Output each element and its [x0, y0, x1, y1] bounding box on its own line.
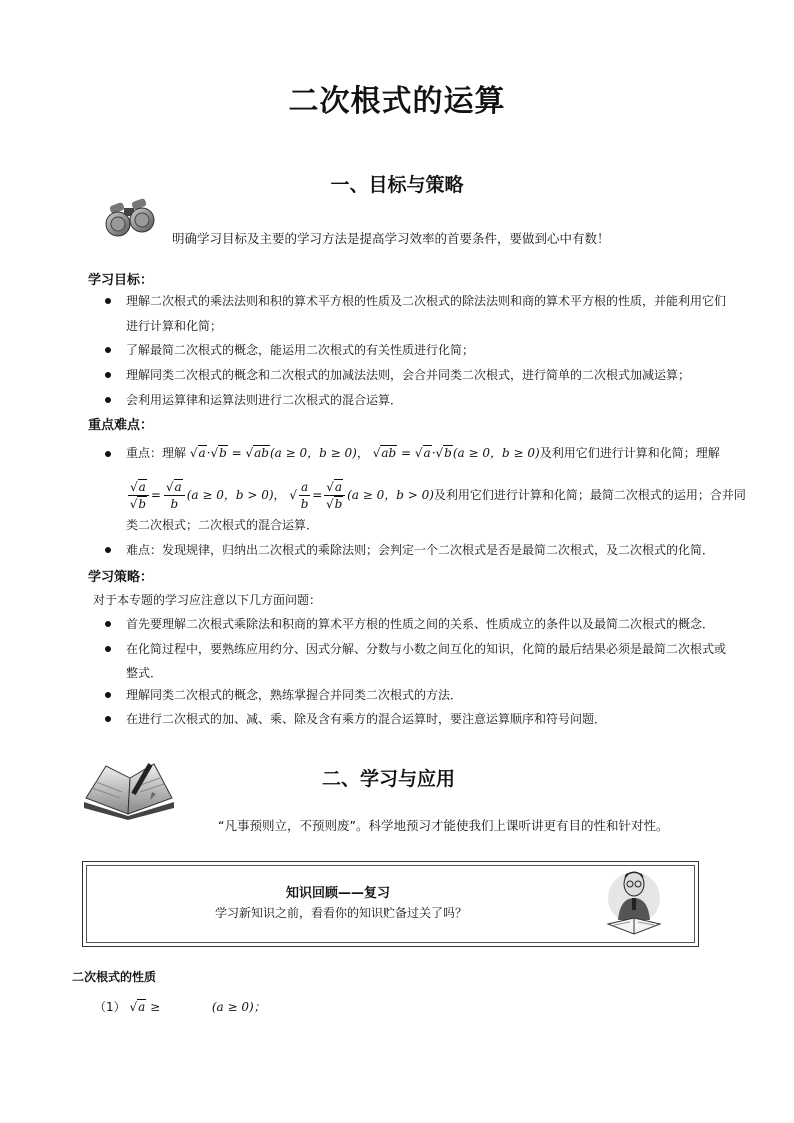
bullet-dot — [105, 547, 111, 553]
difficulty-point: 难点：发现规律，归纳出二次根式的乘除法则；会判定一个二次根式是否是最简二次根式，及二次根式的化简． — [126, 543, 715, 557]
goal-item-continued: 进行计算和化简； — [126, 319, 223, 333]
key-point-suffix-2: 及利用它们进行计算和化简；最简二次根式的运用；合并同 — [433, 488, 746, 502]
bullet-dot — [105, 397, 111, 403]
strategy-intro: 对于本专题的学习应注意以下几方面问题： — [93, 593, 322, 607]
bullet-dot — [105, 692, 111, 698]
separator: ， — [356, 446, 369, 460]
review-box-subtitle: 学习新知识之前，看看你的知识贮备过关了吗？ — [215, 906, 468, 920]
condition: (a ≥ 0)； — [211, 1000, 266, 1014]
goals-label: 学习目标： — [88, 273, 154, 288]
formula-product-rule-reverse: √ab = √a·√b(a ≥ 0，b ≥ 0) — [372, 446, 540, 460]
property-item-1 — [94, 998, 266, 1015]
strategy-item: 首先要理解二次根式乘除法和积商的算术平方根的性质之间的关系、性质成立的条件以及最简二次根式的概念． — [126, 617, 715, 631]
preview-quote: “凡事预则立，不预则废”。科学地预习才能使我们上课听讲更有目的性和针对性。 — [218, 818, 669, 833]
goal-item: 会利用运算律和运算法则进行二次根式的混合运算． — [126, 393, 403, 407]
bullet-dot — [105, 646, 111, 652]
key-points-label: 重点难点： — [88, 418, 154, 433]
ge-symbol: ≥ — [150, 1000, 161, 1014]
goal-item: 理解同类二次根式的概念和二次根式的加减法法则，会合并同类二次根式，进行简单的二次根式加减运算； — [126, 368, 691, 382]
key-point-prefix: 重点：理解 — [126, 446, 187, 460]
section-heading-study: 二、学习与应用 — [322, 768, 456, 790]
separator: ， — [273, 488, 286, 502]
bullet-dot — [105, 347, 111, 353]
strategy-item: 在进行二次根式的加、减、乘、除及含有乘方的混合运算时，要注意运算顺序和符号问题． — [126, 712, 607, 726]
goal-item: 理解二次根式的乘法法则和积的算术平方根的性质及二次根式的除法法则和商的算术平方根的性质，并能利用它们 — [126, 294, 727, 308]
section-heading-goals: 一、目标与策略 — [330, 174, 464, 196]
goals-intro-text: 明确学习目标及主要的学习方法是提高学习效率的首要条件，要做到心中有数！ — [172, 231, 610, 246]
bullet-dot — [105, 372, 111, 378]
formula-sqrt-a: √a — [129, 1000, 146, 1014]
open-book-pen-icon — [82, 758, 176, 820]
bullet-dot — [105, 451, 111, 457]
strategy-label: 学习策略： — [88, 570, 154, 585]
formula-product-rule: √a·√b = √ab(a ≥ 0，b ≥ 0) — [189, 446, 357, 460]
strategy-item-continued: 整式． — [126, 666, 163, 680]
formula-quotient-rule-reverse: √ $\frac{a}{b}$ = $\frac{√a}{√b}$ (a ≥ 0，b > 0) — [289, 480, 434, 511]
bullet-dot — [105, 621, 111, 627]
strategy-item: 理解同类二次根式的概念，熟练掌握合并同类二次根式的方法． — [126, 688, 463, 702]
property-heading: 二次根式的性质 — [72, 970, 157, 984]
key-point-suffix: 及利用它们进行计算和化简；理解 — [539, 446, 720, 460]
goal-item: 了解最简二次根式的概念，能运用二次根式的有关性质进行化简； — [126, 343, 475, 357]
review-box-title: 知识回顾——复习 — [286, 886, 391, 901]
page-title: 二次根式的运算 — [288, 84, 506, 119]
formula-quotient-rule: $\frac{√a}{√b}$ = $\frac{√a}{b}$ (a ≥ 0，b > 0) — [129, 480, 274, 511]
item-number: （1） — [94, 1000, 126, 1014]
bullet-dot — [105, 298, 111, 304]
key-point-line-2 — [126, 476, 746, 514]
binoculars-icon — [102, 198, 158, 240]
bullet-dot — [105, 716, 111, 722]
reading-teacher-icon — [604, 868, 662, 938]
strategy-item: 在化简过程中，要熟练应用约分、因式分解、分数与小数之间互化的知识，化简的最后结果必须是最简二次根式或 — [126, 642, 727, 656]
key-point-line-1 — [126, 441, 720, 466]
key-point-line-3: 类二次根式；二次根式的混合运算． — [126, 518, 319, 532]
